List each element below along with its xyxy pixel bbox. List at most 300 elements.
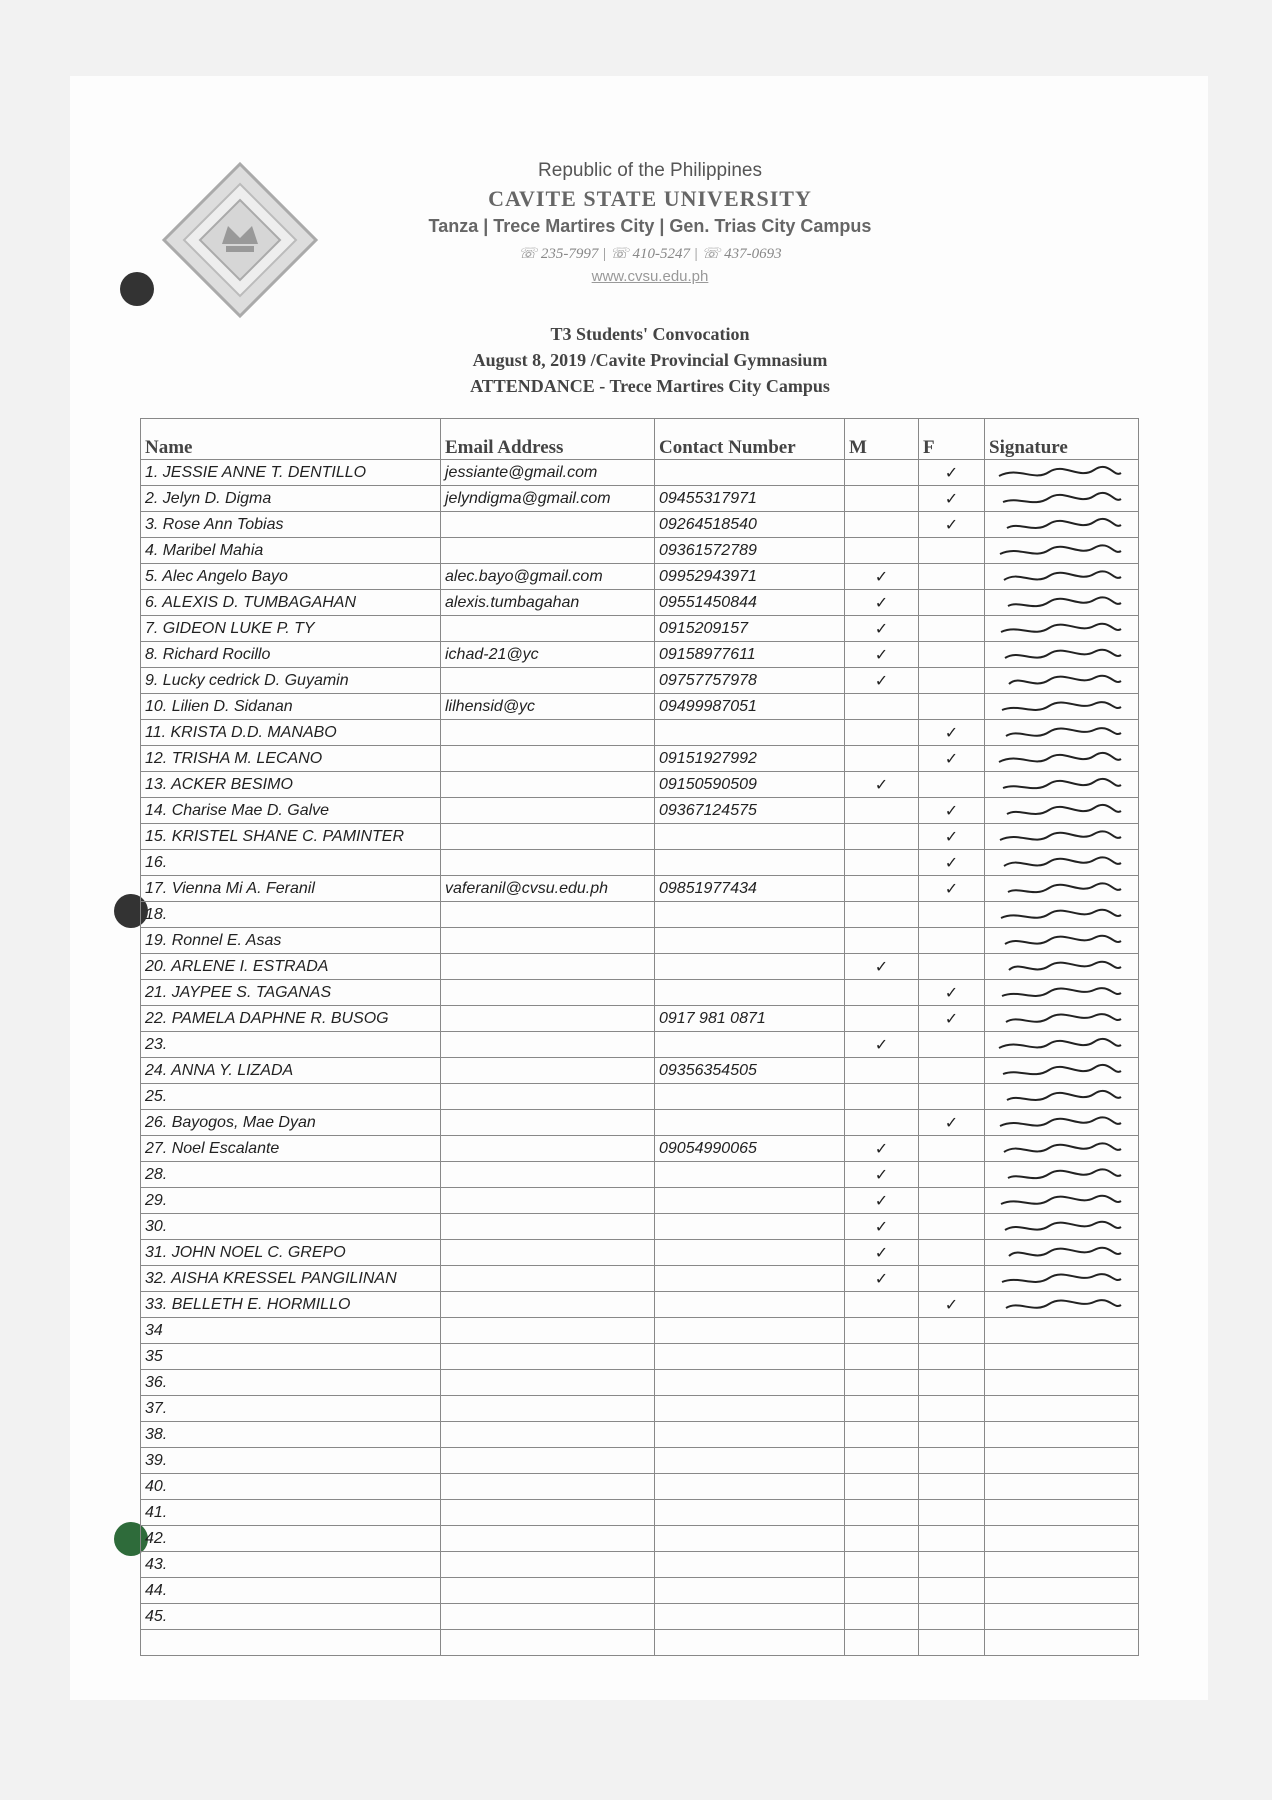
male-mark	[845, 1058, 919, 1084]
attendee-name: 27. Noel Escalante	[141, 1136, 441, 1162]
attendee-contact	[655, 824, 845, 850]
attendee-email	[441, 1578, 655, 1604]
signature-scribble-icon	[989, 750, 1129, 768]
attendee-name: 38.	[141, 1422, 441, 1448]
signature-cell	[985, 850, 1139, 876]
signature-cell	[985, 694, 1139, 720]
table-row	[141, 798, 1139, 824]
female-mark: ✓	[919, 876, 985, 902]
attendee-name: 13. ACKER BESIMO	[141, 772, 441, 798]
signature-cell	[985, 1448, 1139, 1474]
signature-scribble-icon	[989, 1270, 1129, 1288]
signature-cell	[985, 616, 1139, 642]
signature-scribble-icon	[989, 1062, 1129, 1080]
signature-scribble-icon	[989, 1140, 1129, 1158]
signature-scribble-icon	[989, 1218, 1129, 1236]
male-mark	[845, 486, 919, 512]
female-mark	[919, 1500, 985, 1526]
column-header-contact: Contact Number	[655, 419, 845, 460]
male-mark	[845, 1370, 919, 1396]
female-mark: ✓	[919, 746, 985, 772]
attendee-contact	[655, 902, 845, 928]
signature-scribble-icon	[989, 932, 1129, 950]
attendee-email	[441, 1630, 655, 1656]
male-mark	[845, 1500, 919, 1526]
signature-cell	[985, 538, 1139, 564]
male-mark: ✓	[845, 954, 919, 980]
attendee-email	[441, 1292, 655, 1318]
attendee-email	[441, 1422, 655, 1448]
attendee-email	[441, 1370, 655, 1396]
male-mark	[845, 1578, 919, 1604]
female-mark	[919, 1396, 985, 1422]
header-phones: ☏ 235-7997 | ☏ 410-5247 | ☏ 437-0693	[518, 246, 782, 262]
attendee-name: 37.	[141, 1396, 441, 1422]
table-row	[141, 1188, 1139, 1214]
header-university: CAVITE STATE UNIVERSITY	[488, 186, 812, 211]
attendee-email	[441, 1110, 655, 1136]
table-row	[141, 902, 1139, 928]
signature-scribble-icon	[989, 620, 1129, 638]
attendee-email	[441, 1032, 655, 1058]
column-header-name: Name	[141, 419, 441, 460]
column-header-email: Email Address	[441, 419, 655, 460]
signature-cell	[985, 1526, 1139, 1552]
signature-cell	[985, 642, 1139, 668]
female-mark	[919, 1630, 985, 1656]
signature-cell	[985, 668, 1139, 694]
male-mark	[845, 824, 919, 850]
table-row	[141, 694, 1139, 720]
attendee-name: 29.	[141, 1188, 441, 1214]
attendee-email	[441, 1188, 655, 1214]
table-row	[141, 928, 1139, 954]
attendee-contact	[655, 954, 845, 980]
attendee-name	[141, 1630, 441, 1656]
table-row	[141, 512, 1139, 538]
female-mark	[919, 668, 985, 694]
attendee-contact	[655, 928, 845, 954]
signature-scribble-icon	[989, 516, 1129, 534]
male-mark	[845, 1474, 919, 1500]
attendee-email	[441, 1448, 655, 1474]
female-mark: ✓	[919, 460, 985, 486]
male-mark: ✓	[845, 564, 919, 590]
attendee-contact: 0915209157	[655, 616, 845, 642]
attendee-contact	[655, 1448, 845, 1474]
attendee-email	[441, 512, 655, 538]
attendee-contact: 09151927992	[655, 746, 845, 772]
signature-cell	[985, 460, 1139, 486]
signature-scribble-icon	[989, 1114, 1129, 1132]
attendee-name: 4. Maribel Mahia	[141, 538, 441, 564]
signature-cell	[985, 1162, 1139, 1188]
table-row	[141, 824, 1139, 850]
female-mark	[919, 1162, 985, 1188]
attendee-contact	[655, 1084, 845, 1110]
attendee-name: 43.	[141, 1552, 441, 1578]
attendee-contact	[655, 1370, 845, 1396]
male-mark	[845, 1396, 919, 1422]
male-mark	[845, 1006, 919, 1032]
signature-cell	[985, 1240, 1139, 1266]
female-mark	[919, 1266, 985, 1292]
attendance-table	[140, 418, 1139, 1656]
signature-scribble-icon	[989, 568, 1129, 586]
table-row	[141, 1266, 1139, 1292]
female-mark: ✓	[919, 720, 985, 746]
attendee-contact	[655, 1552, 845, 1578]
female-mark	[919, 564, 985, 590]
attendee-email	[441, 538, 655, 564]
attendee-email	[441, 1006, 655, 1032]
table-row	[141, 1032, 1139, 1058]
signature-cell	[985, 954, 1139, 980]
attendee-email	[441, 1396, 655, 1422]
header-campuses: Tanza | Trece Martires City | Gen. Trias City Campus	[428, 216, 872, 236]
table-header-row	[141, 419, 1139, 460]
female-mark	[919, 1214, 985, 1240]
female-mark	[919, 1422, 985, 1448]
table-row	[141, 1344, 1139, 1370]
attendee-contact	[655, 1474, 845, 1500]
attendee-email: alexis.tumbagahan	[441, 590, 655, 616]
female-mark: ✓	[919, 1110, 985, 1136]
female-mark	[919, 1370, 985, 1396]
attendee-contact	[655, 1422, 845, 1448]
attendee-contact: 09158977611	[655, 642, 845, 668]
signature-cell	[985, 1318, 1139, 1344]
signature-cell	[985, 876, 1139, 902]
attendee-email	[441, 668, 655, 694]
signature-cell	[985, 1058, 1139, 1084]
table-row	[141, 642, 1139, 668]
female-mark	[919, 1604, 985, 1630]
signature-cell	[985, 1006, 1139, 1032]
female-mark	[919, 902, 985, 928]
attendee-contact	[655, 1526, 845, 1552]
signature-scribble-icon	[989, 724, 1129, 742]
table-row	[141, 850, 1139, 876]
signature-cell	[985, 1136, 1139, 1162]
column-header-female: F	[919, 419, 985, 460]
table-row	[141, 1214, 1139, 1240]
signature-cell	[985, 928, 1139, 954]
attendee-name: 12. TRISHA M. LECANO	[141, 746, 441, 772]
male-mark	[845, 1344, 919, 1370]
female-mark	[919, 1058, 985, 1084]
signature-scribble-icon	[989, 1036, 1129, 1054]
header-website[interactable]: www.cvsu.edu.ph	[591, 268, 709, 285]
attendee-email	[441, 1214, 655, 1240]
signature-cell	[985, 1188, 1139, 1214]
female-mark: ✓	[919, 798, 985, 824]
attendee-email	[441, 954, 655, 980]
attendee-name: 41.	[141, 1500, 441, 1526]
attendee-name: 40.	[141, 1474, 441, 1500]
male-mark	[845, 980, 919, 1006]
male-mark	[845, 1110, 919, 1136]
male-mark: ✓	[845, 1266, 919, 1292]
table-row	[141, 720, 1139, 746]
signature-cell	[985, 1032, 1139, 1058]
attendee-name: 14. Charise Mae D. Galve	[141, 798, 441, 824]
attendee-email	[441, 1058, 655, 1084]
male-mark	[845, 1318, 919, 1344]
attendee-email	[441, 902, 655, 928]
attendee-contact: 09757757978	[655, 668, 845, 694]
attendee-name: 22. PAMELA DAPHNE R. BUSOG	[141, 1006, 441, 1032]
table-row	[141, 590, 1139, 616]
attendee-contact	[655, 1604, 845, 1630]
signature-cell	[985, 1604, 1139, 1630]
attendee-email	[441, 1604, 655, 1630]
signature-scribble-icon	[989, 542, 1129, 560]
female-mark	[919, 1084, 985, 1110]
signature-cell	[985, 824, 1139, 850]
signature-cell	[985, 1214, 1139, 1240]
signature-cell	[985, 1500, 1139, 1526]
male-mark	[845, 1292, 919, 1318]
attendee-name: 18.	[141, 902, 441, 928]
male-mark: ✓	[845, 1240, 919, 1266]
attendee-contact: 09455317971	[655, 486, 845, 512]
female-mark	[919, 1344, 985, 1370]
attendee-contact	[655, 1110, 845, 1136]
male-mark: ✓	[845, 668, 919, 694]
attendee-contact: 09499987051	[655, 694, 845, 720]
attendee-name: 3. Rose Ann Tobias	[141, 512, 441, 538]
attendee-name: 25.	[141, 1084, 441, 1110]
male-mark	[845, 928, 919, 954]
attendee-name: 30.	[141, 1214, 441, 1240]
attendee-contact	[655, 720, 845, 746]
signature-cell	[985, 1266, 1139, 1292]
attendee-name: 2. Jelyn D. Digma	[141, 486, 441, 512]
attendee-name: 8. Richard Rocillo	[141, 642, 441, 668]
table-row	[141, 1110, 1139, 1136]
university-seal-logo	[160, 160, 320, 320]
female-mark	[919, 590, 985, 616]
table-row	[141, 980, 1139, 1006]
male-mark: ✓	[845, 590, 919, 616]
table-row	[141, 616, 1139, 642]
signature-cell	[985, 798, 1139, 824]
female-mark	[919, 694, 985, 720]
male-mark	[845, 694, 919, 720]
attendee-contact	[655, 1396, 845, 1422]
female-mark	[919, 928, 985, 954]
female-mark	[919, 616, 985, 642]
male-mark	[845, 720, 919, 746]
attendee-email: jessiante@gmail.com	[441, 460, 655, 486]
attendee-name: 31. JOHN NOEL C. GREPO	[141, 1240, 441, 1266]
signature-scribble-icon	[989, 1010, 1129, 1028]
female-mark	[919, 1136, 985, 1162]
male-mark	[845, 850, 919, 876]
signature-cell	[985, 1396, 1139, 1422]
table-row	[141, 772, 1139, 798]
attendee-name: 16.	[141, 850, 441, 876]
signature-cell	[985, 720, 1139, 746]
attendee-email	[441, 720, 655, 746]
male-mark	[845, 538, 919, 564]
female-mark	[919, 1526, 985, 1552]
male-mark	[845, 1422, 919, 1448]
male-mark	[845, 1552, 919, 1578]
attendee-contact: 09054990065	[655, 1136, 845, 1162]
table-row	[141, 1448, 1139, 1474]
table-row	[141, 1526, 1139, 1552]
column-header-male: M	[845, 419, 919, 460]
table-row	[141, 1422, 1139, 1448]
signature-scribble-icon	[989, 490, 1129, 508]
signature-cell	[985, 486, 1139, 512]
attendee-email	[441, 980, 655, 1006]
attendee-name: 21. JAYPEE S. TAGANAS	[141, 980, 441, 1006]
table-row	[141, 1162, 1139, 1188]
attendee-email	[441, 1266, 655, 1292]
attendee-name: 6. ALEXIS D. TUMBAGAHAN	[141, 590, 441, 616]
table-row	[141, 1370, 1139, 1396]
attendee-name: 15. KRISTEL SHANE C. PAMINTER	[141, 824, 441, 850]
male-mark: ✓	[845, 772, 919, 798]
table-row	[141, 1396, 1139, 1422]
attendee-contact	[655, 1266, 845, 1292]
signature-scribble-icon	[989, 828, 1129, 846]
table-row	[141, 1318, 1139, 1344]
attendee-name: 9. Lucky cedrick D. Guyamin	[141, 668, 441, 694]
attendee-name: 35	[141, 1344, 441, 1370]
attendee-contact	[655, 460, 845, 486]
table-row	[141, 1084, 1139, 1110]
attendee-contact	[655, 1630, 845, 1656]
signature-scribble-icon	[989, 776, 1129, 794]
female-mark	[919, 1032, 985, 1058]
male-mark	[845, 1084, 919, 1110]
event-name: T3 Students' Convocation	[550, 324, 750, 344]
attendee-email	[441, 1240, 655, 1266]
table-row	[141, 1136, 1139, 1162]
female-mark	[919, 1188, 985, 1214]
male-mark	[845, 876, 919, 902]
attendee-email	[441, 850, 655, 876]
attendee-name: 26. Bayogos, Mae Dyan	[141, 1110, 441, 1136]
table-row	[141, 1240, 1139, 1266]
attendee-contact: 09264518540	[655, 512, 845, 538]
attendee-contact: 09356354505	[655, 1058, 845, 1084]
male-mark	[845, 460, 919, 486]
table-row	[141, 954, 1139, 980]
attendee-email	[441, 1136, 655, 1162]
attendee-name: 24. ANNA Y. LIZADA	[141, 1058, 441, 1084]
female-mark: ✓	[919, 824, 985, 850]
column-header-signature: Signature	[985, 419, 1139, 460]
female-mark	[919, 772, 985, 798]
attendee-contact: 09150590509	[655, 772, 845, 798]
attendee-name: 32. AISHA KRESSEL PANGILINAN	[141, 1266, 441, 1292]
signature-cell	[985, 564, 1139, 590]
attendee-email	[441, 772, 655, 798]
female-mark: ✓	[919, 850, 985, 876]
signature-cell	[985, 1552, 1139, 1578]
signature-cell	[985, 1630, 1139, 1656]
male-mark: ✓	[845, 1136, 919, 1162]
attendee-email	[441, 1344, 655, 1370]
attendee-name: 34	[141, 1318, 441, 1344]
signature-cell	[985, 1370, 1139, 1396]
female-mark	[919, 954, 985, 980]
attendee-email: jelyndigma@gmail.com	[441, 486, 655, 512]
attendee-name: 17. Vienna Mi A. Feranil	[141, 876, 441, 902]
male-mark	[845, 902, 919, 928]
signature-cell	[985, 512, 1139, 538]
table-row	[141, 1604, 1139, 1630]
attendee-name: 1. JESSIE ANNE T. DENTILLO	[141, 460, 441, 486]
attendee-email	[441, 824, 655, 850]
signature-cell	[985, 1578, 1139, 1604]
signature-scribble-icon	[989, 646, 1129, 664]
attendee-email	[441, 616, 655, 642]
signature-scribble-icon	[989, 906, 1129, 924]
male-mark: ✓	[845, 616, 919, 642]
male-mark	[845, 1448, 919, 1474]
male-mark	[845, 1526, 919, 1552]
attendee-name: 45.	[141, 1604, 441, 1630]
attendee-contact: 09367124575	[655, 798, 845, 824]
attendee-email	[441, 1318, 655, 1344]
attendee-name: 33. BELLETH E. HORMILLO	[141, 1292, 441, 1318]
female-mark: ✓	[919, 980, 985, 1006]
female-mark: ✓	[919, 486, 985, 512]
signature-cell	[985, 902, 1139, 928]
attendee-name: 20. ARLENE I. ESTRADA	[141, 954, 441, 980]
attendee-name: 19. Ronnel E. Asas	[141, 928, 441, 954]
attendance-rows	[141, 460, 1139, 1656]
signature-cell	[985, 590, 1139, 616]
male-mark	[845, 798, 919, 824]
attendee-name: 39.	[141, 1448, 441, 1474]
attendee-contact	[655, 1578, 845, 1604]
signature-scribble-icon	[989, 464, 1129, 482]
table-row	[141, 1578, 1139, 1604]
attendee-email	[441, 928, 655, 954]
attendee-contact	[655, 1344, 845, 1370]
signature-cell	[985, 1084, 1139, 1110]
table-row	[141, 1006, 1139, 1032]
attendee-contact	[655, 1188, 845, 1214]
table-row	[141, 1552, 1139, 1578]
table-row	[141, 1500, 1139, 1526]
attendee-contact	[655, 1318, 845, 1344]
signature-scribble-icon	[989, 958, 1129, 976]
attendee-email	[441, 1552, 655, 1578]
female-mark	[919, 1240, 985, 1266]
attendee-name: 5. Alec Angelo Bayo	[141, 564, 441, 590]
attendee-name: 23.	[141, 1032, 441, 1058]
attendee-contact: 09851977434	[655, 876, 845, 902]
attendee-email: alec.bayo@gmail.com	[441, 564, 655, 590]
event-date-venue: August 8, 2019 /Cavite Provincial Gymnasium	[472, 350, 828, 370]
signature-scribble-icon	[989, 1296, 1129, 1314]
attendee-contact	[655, 1214, 845, 1240]
signature-scribble-icon	[989, 1088, 1129, 1106]
male-mark: ✓	[845, 1188, 919, 1214]
signature-scribble-icon	[989, 1166, 1129, 1184]
table-row	[141, 538, 1139, 564]
signature-scribble-icon	[989, 698, 1129, 716]
attendance-title: ATTENDANCE - Trece Martires City Campus	[470, 376, 830, 396]
